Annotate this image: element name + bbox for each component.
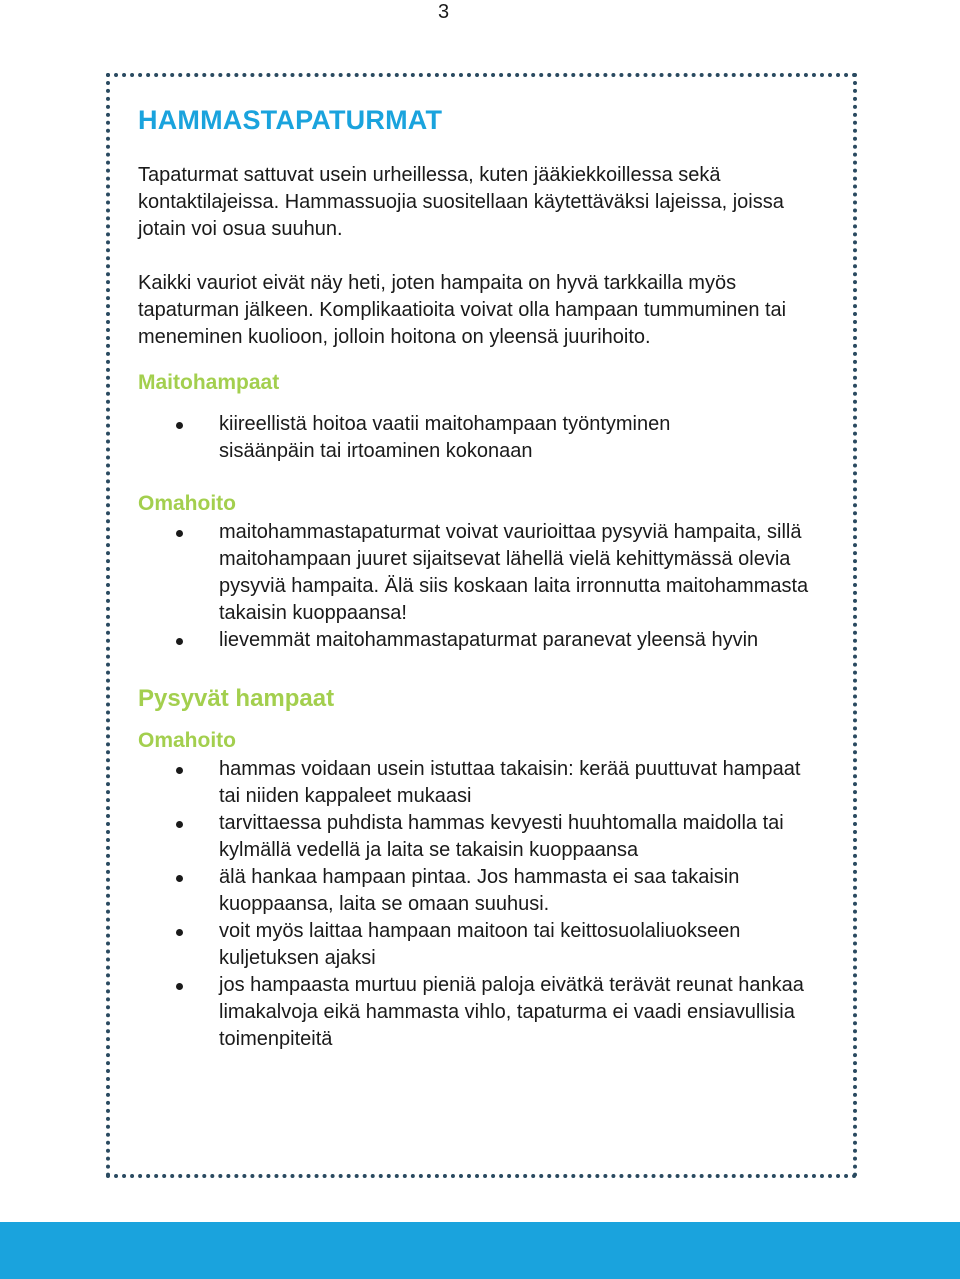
list-item xyxy=(138,918,829,972)
list-item-text: voit myös laittaa hampaan maitoon tai keittosuolaliuokseen kuljetuksen ajaksi xyxy=(219,920,741,969)
bullet-icon xyxy=(176,875,183,882)
list-item xyxy=(138,810,829,864)
list-item-text: hammas voidaan usein istuttaa takaisin: kerää puuttuvat hampaat tai niiden kappaleet mukaasi xyxy=(219,758,801,807)
maitohampaat-omahoito-list xyxy=(138,519,828,654)
bullet-icon xyxy=(176,767,183,774)
list-item-text: maitohammastapaturmat voivat vaurioittaa pysyviä hampaita, sillä maitohampaan juuret sijaitsevat lähellä vielä kehittymässä olevia pysyviä hampaita. Älä siis koskaan laita irronnutta maitohammasta takaisin kuoppaansa! xyxy=(219,521,809,624)
list-item xyxy=(138,864,829,918)
subheading-omahoito-maitohampaat: Omahoito xyxy=(138,492,236,515)
bullet-icon xyxy=(176,422,183,429)
list-item xyxy=(138,627,789,654)
list-item-text: kiireellistä hoitoa vaatii maitohampaan työntyminen sisäänpäin tai irtoaminen kokonaan xyxy=(219,413,671,462)
bullet-icon xyxy=(176,638,183,645)
intro-paragraph-1: Tapaturmat sattuvat usein urheillessa, kuten jääkiekkoillessa sekä kontaktilajeissa. Hammassuojia suositellaan käytettäväksi lajeissa, joissa jotain voi osua suuhun. xyxy=(138,164,784,240)
pysyvat-omahoito-list xyxy=(138,756,828,1053)
list-item xyxy=(138,411,679,465)
footer-color-band xyxy=(0,1222,960,1279)
bullet-icon xyxy=(176,530,183,537)
bullet-icon xyxy=(176,821,183,828)
content-area xyxy=(138,98,828,1053)
section-heading-maitohampaat: Maitohampaat xyxy=(138,371,280,394)
intro-paragraph-2: Kaikki vauriot eivät näy heti, joten hampaita on hyvä tarkkailla myös tapaturman jälkeen. Komplikaatioita voivat olla hampaan tummuminen tai meneminen kuolioon, jolloin hoitona on yleensä juurihoito. xyxy=(138,272,787,348)
list-item-text: jos hampaasta murtuu pieniä paloja eivätkä terävät reunat hankaa limakalvoja eikä hammasta vihlo, tapaturma ei vaadi ensiavullisia toimenpiteitä xyxy=(219,974,804,1050)
page-title: HAMMASTAPATURMAT xyxy=(138,105,443,135)
section-heading-pysyvat-hampaat: Pysyvät hampaat xyxy=(138,685,335,712)
list-item xyxy=(138,519,829,627)
list-item-text: lievemmät maitohammastapaturmat paranevat yleensä hyvin xyxy=(219,629,759,651)
page-number: 3 xyxy=(438,1,450,23)
subheading-omahoito-pysyvat: Omahoito xyxy=(138,729,236,752)
list-item-text: tarvittaessa puhdista hammas kevyesti huuhtomalla maidolla tai kylmällä vedellä ja laita se takaisin kuoppaansa xyxy=(219,812,784,861)
list-item-text: älä hankaa hampaan pintaa. Jos hammasta ei saa takaisin kuoppaansa, laita se omaan suuhusi. xyxy=(219,866,740,915)
list-item xyxy=(138,756,819,810)
bullet-icon xyxy=(176,983,183,990)
list-item xyxy=(138,972,829,1053)
bullet-icon xyxy=(176,929,183,936)
maitohampaat-list xyxy=(138,411,828,465)
